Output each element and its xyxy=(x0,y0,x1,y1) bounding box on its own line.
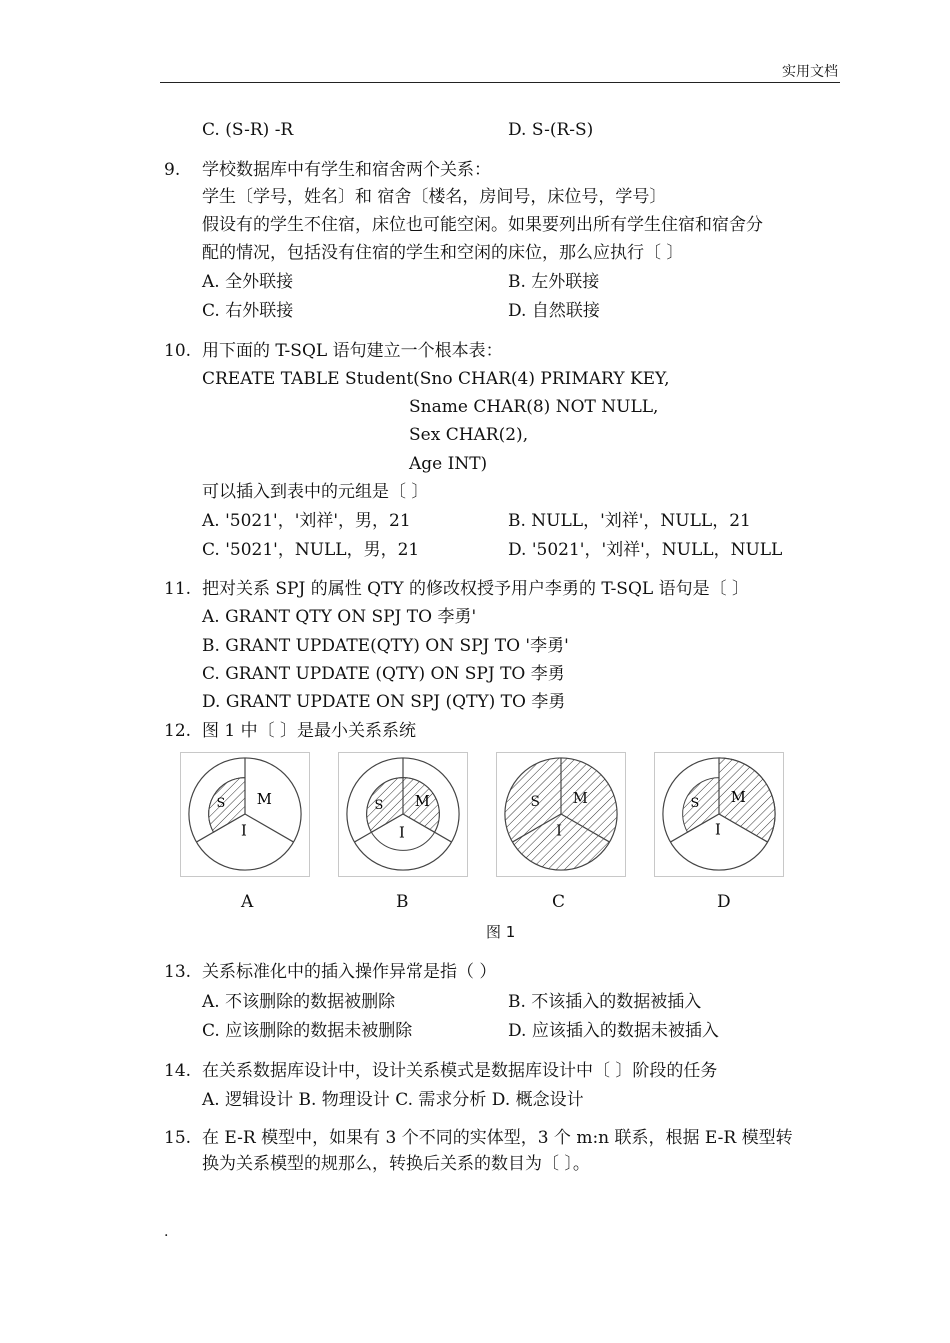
q13-number: 13. xyxy=(164,962,192,982)
figure-d-m: M xyxy=(730,789,746,807)
q9-number: 9. xyxy=(164,160,181,180)
q13-option-d: D. 应该插入的数据未被插入 xyxy=(508,1021,719,1041)
q15-stem: 在 E-R 模型中，如果有 3 个不同的实体型，3 个 m:n 联系，根据 E-R 模型转 xyxy=(202,1128,793,1148)
q10-option-a: A. '5021'，'刘祥'，男，21 xyxy=(202,511,411,531)
figure-label-b: B xyxy=(396,892,409,912)
figure-b-s: S xyxy=(374,798,384,814)
figure-d xyxy=(654,752,784,877)
q10-code-line4: Age INT) xyxy=(409,454,488,474)
q9-option-c: C. 右外联接 xyxy=(202,301,294,321)
q10-question: 可以插入到表中的元组是〔 〕 xyxy=(202,482,429,502)
q13-option-a: A. 不该删除的数据被删除 xyxy=(202,992,396,1012)
q9-stem: 学校数据库中有学生和宿舍两个关系： xyxy=(202,160,491,180)
q14-number: 14. xyxy=(164,1061,192,1081)
q15-number: 15. xyxy=(164,1128,192,1148)
q8-option-d: D. S-(R-S) xyxy=(508,120,594,140)
q10-stem: 用下面的 T-SQL 语句建立一个根本表： xyxy=(202,341,503,361)
q14-options: A. 逻辑设计 B. 物理设计 C. 需求分析 D. 概念设计 xyxy=(202,1090,584,1110)
figure-a-s: S xyxy=(216,796,226,812)
q9-option-b: B. 左外联接 xyxy=(508,272,600,292)
q13-stem: 关系标准化中的插入操作异常是指（ ） xyxy=(202,962,497,982)
q13-option-b: B. 不该插入的数据被插入 xyxy=(508,992,702,1012)
q9-line2: 学生〔学号，姓名〕和 宿舍〔楼名，房间号，床位号，学号〕 xyxy=(202,187,667,207)
header-rule xyxy=(160,82,840,83)
q9-line4: 配的情况，包括没有住宿的学生和空闲的床位，那么应执行〔 〕 xyxy=(202,243,684,263)
figure-d-s: S xyxy=(690,796,700,812)
figure-label-c: C xyxy=(552,892,566,912)
figure-label-d: D xyxy=(717,892,731,912)
q11-option-a: A. GRANT QTY ON SPJ TO 李勇' xyxy=(202,607,477,627)
figure-c-m: M xyxy=(572,790,588,808)
figure-c xyxy=(496,752,626,877)
figure-a xyxy=(180,752,310,877)
q11-option-d: D. GRANT UPDATE ON SPJ (QTY) TO 李勇 xyxy=(202,692,566,712)
q10-option-b: B. NULL，'刘祥'，NULL，21 xyxy=(508,511,751,531)
footer-dot: . xyxy=(164,1224,169,1240)
figure-c-i: I xyxy=(556,822,562,840)
figure-b xyxy=(338,752,468,877)
q10-code-line1: CREATE TABLE Student(Sno CHAR(4) PRIMARY KEY, xyxy=(202,369,670,389)
figure-d-i: I xyxy=(715,821,721,839)
figure-b-m: M xyxy=(414,793,430,811)
q11-number: 11. xyxy=(164,579,192,599)
q10-option-c: C. '5021'，NULL，男，21 xyxy=(202,540,420,560)
q10-option-d: D. '5021'，'刘祥'，NULL，NULL xyxy=(508,540,783,560)
q11-option-c: C. GRANT UPDATE (QTY) ON SPJ TO 李勇 xyxy=(202,664,565,684)
q8-option-c: C. (S-R) -R xyxy=(202,120,294,140)
figure-b-i: I xyxy=(399,824,405,842)
q15-line2: 换为关系模型的规那么，转换后关系的数目为〔 〕。 xyxy=(202,1154,590,1174)
q13-option-c: C. 应该删除的数据未被删除 xyxy=(202,1021,413,1041)
figure-caption: 图 1 xyxy=(486,923,516,941)
header-text: 实用文档 xyxy=(782,64,838,80)
q12-stem: 图 1 中〔 〕是最小关系系统 xyxy=(202,721,417,741)
q14-stem: 在关系数据库设计中，设计关系模式是数据库设计中〔 〕阶段的任务 xyxy=(202,1061,718,1081)
q9-option-a: A. 全外联接 xyxy=(202,272,294,292)
q9-line3: 假设有的学生不住宿，床位也可能空闲。如果要列出所有学生住宿和宿舍分 xyxy=(202,215,763,235)
q11-stem: 把对关系 SPJ 的属性 QTY 的修改权授予用户李勇的 T-SQL 语句是〔 〕 xyxy=(202,579,749,599)
figure-a-m: M xyxy=(256,791,272,809)
q11-option-b: B. GRANT UPDATE(QTY) ON SPJ TO '李勇' xyxy=(202,636,569,656)
figure-c-s: S xyxy=(530,794,540,811)
q10-code-line2: Sname CHAR(8) NOT NULL, xyxy=(409,397,659,417)
figure-a-i: I xyxy=(241,822,247,840)
q12-number: 12. xyxy=(164,721,192,741)
figure-label-a: A xyxy=(241,892,254,912)
q10-code-line3: Sex CHAR(2), xyxy=(409,425,529,445)
q9-option-d: D. 自然联接 xyxy=(508,301,600,321)
q10-number: 10. xyxy=(164,341,192,361)
